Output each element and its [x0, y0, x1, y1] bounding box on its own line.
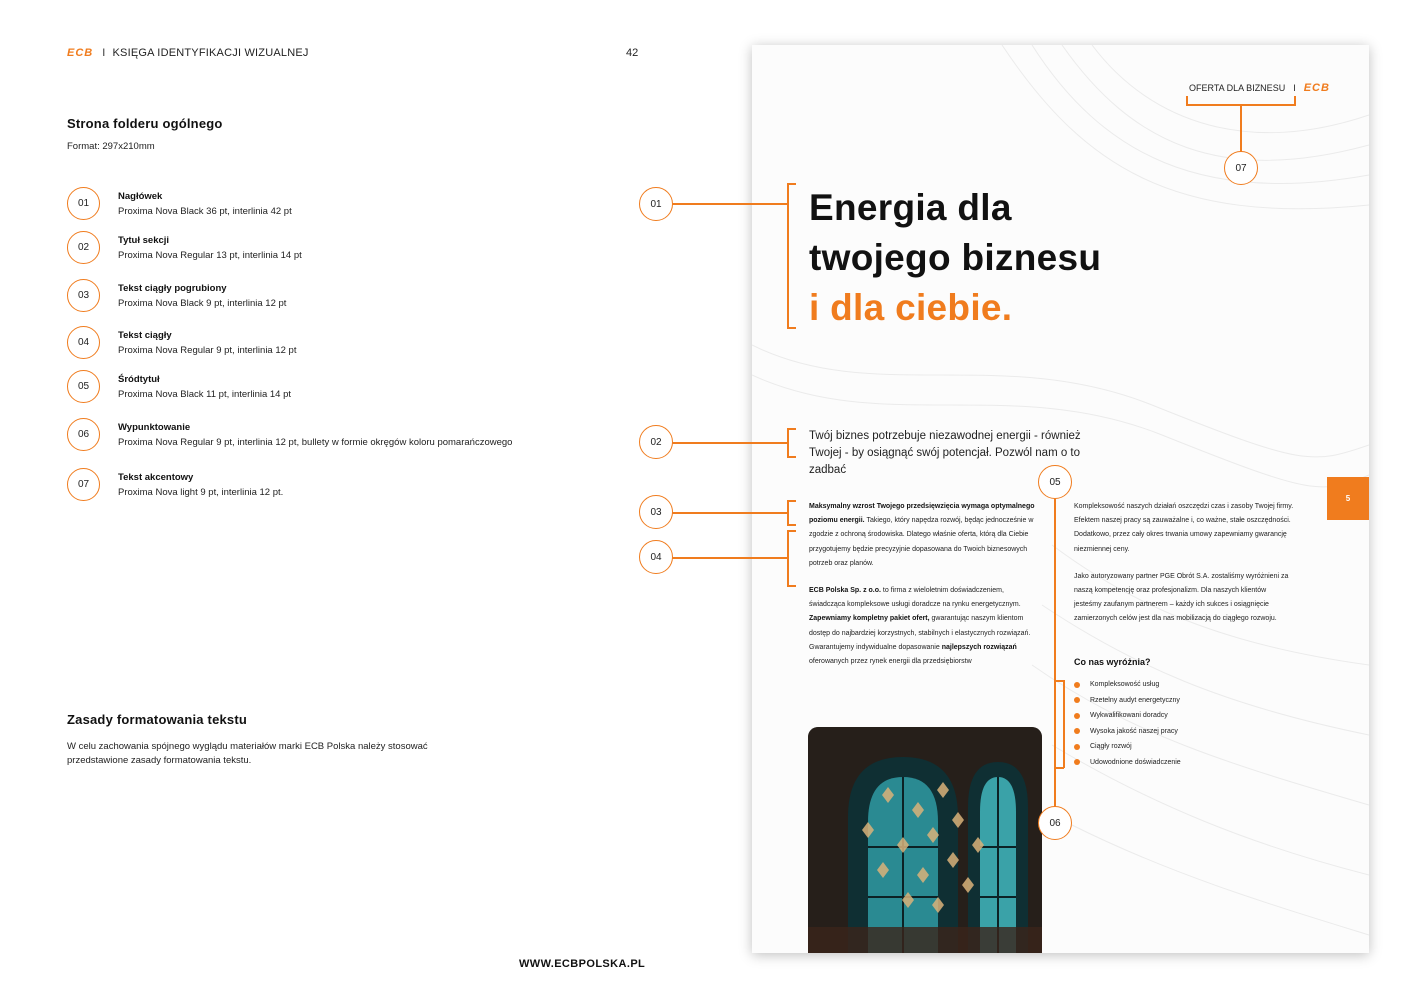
- mockup-headline: [809, 183, 1101, 333]
- left-p1-bold: Maksymalny wzrost Twojego przedsięwzięcia wymaga optymalnego poziomu energii.: [809, 503, 1035, 525]
- callout-circle-04: 04: [639, 540, 673, 574]
- bullet-item: Wysoka jakość naszej pracy: [1074, 724, 1181, 740]
- headline-line-3: i dla ciebie.: [809, 287, 1013, 328]
- page-number: 42: [626, 47, 639, 59]
- page-tab: 5: [1327, 477, 1369, 520]
- rules-title: Zasady formatowania tekstu: [67, 712, 248, 727]
- bullet-item: Ciągły rozwój: [1074, 739, 1181, 755]
- spec-desc: Proxima Nova Black 36 pt, interlinia 42 pt: [118, 205, 292, 217]
- spec-desc: Proxima Nova Black 9 pt, interlinia 12 pt: [118, 297, 287, 309]
- ecb-logo: ECB: [67, 47, 94, 59]
- callout-bracket: [787, 183, 789, 328]
- interior-photo-drawing: [808, 727, 1042, 953]
- callout-line: [672, 442, 788, 444]
- left-p2-bold-company: ECB Polska Sp. z o.o.: [809, 587, 881, 595]
- callout-bracket: [787, 327, 796, 329]
- mockup-header-text: OFERTA DLA BIZNESU: [1189, 83, 1286, 93]
- callout-bracket: [1063, 680, 1065, 768]
- number-circle: 01: [67, 187, 100, 220]
- header-separator: I: [102, 47, 106, 59]
- callout-line: [1054, 499, 1056, 807]
- callout-circle-02: 02: [639, 425, 673, 459]
- callout-circle-07: 07: [1224, 151, 1258, 185]
- headline-line-1: Energia dla: [809, 187, 1012, 228]
- page-header: [67, 47, 309, 59]
- spec-name: Śródtytuł: [118, 373, 160, 385]
- number-circle: 06: [67, 418, 100, 451]
- callout-bracket: [787, 500, 796, 502]
- website-link[interactable]: WWW.ECBPOLSKA.PL: [519, 958, 646, 970]
- callout-bracket: [787, 530, 796, 532]
- bullet-dot-icon: [1074, 728, 1080, 734]
- bullet-item: Kompleksowość usług: [1074, 677, 1181, 693]
- mockup-bullet-list: [1074, 677, 1181, 770]
- bullet-dot-icon: [1074, 744, 1080, 750]
- bullet-item: Rzetelny audyt energetyczny: [1074, 693, 1181, 709]
- left-p2-bold-offer: Zapewniamy kompletny pakiet ofert,: [809, 615, 930, 623]
- mockup-header-separator: I: [1293, 83, 1296, 93]
- section-title: Strona folderu ogólnego: [67, 116, 223, 131]
- spec-desc: Proxima Nova Regular 9 pt, interlinia 12 pt, bullety w formie okręgów koloru pomarańczowego: [118, 436, 513, 448]
- spec-item: [67, 468, 627, 501]
- format-label: Format: 297x210mm: [67, 141, 155, 152]
- callout-line: [672, 557, 788, 559]
- callout-tick: [1054, 767, 1064, 769]
- mockup-left-column: [809, 500, 1041, 669]
- number-circle: 02: [67, 231, 100, 264]
- mockup-ecb-logo: ECB: [1303, 82, 1330, 94]
- callout-circle-05: 05: [1038, 465, 1072, 499]
- callout-circle-06: 06: [1038, 806, 1072, 840]
- spec-item: [67, 326, 627, 359]
- spec-name: Tytuł sekcji: [118, 234, 170, 246]
- spec-desc: Proxima Nova light 9 pt, interlinia 12 pt.: [118, 486, 284, 498]
- bullet-item: Wykwalifikowani doradcy: [1074, 708, 1181, 724]
- bullet-dot-icon: [1074, 682, 1080, 688]
- mockup-lead-text: Twój biznes potrzebuje niezawodnej energii - również Twojej - by osiągnąć swój potencjał. Pozwól nam o to zadbać: [809, 430, 1081, 476]
- callout-bracket: [787, 530, 789, 586]
- callout-circle-03: 03: [639, 495, 673, 529]
- headline-line-2: twojego biznesu: [809, 237, 1102, 278]
- spec-name: Tekst ciągły pogrubiony: [118, 282, 227, 294]
- callout-line: [1240, 104, 1242, 152]
- callout-bracket: [787, 524, 796, 526]
- spec-item: [67, 279, 627, 312]
- spec-desc: Proxima Nova Regular 13 pt, interlinia 14 pt: [118, 249, 302, 261]
- number-circle: 05: [67, 370, 100, 403]
- callout-bracket: [787, 428, 789, 457]
- spec-name: Wypunktowanie: [118, 421, 191, 433]
- left-p2-bold-solutions: najlepszych rozwiązań: [941, 643, 1017, 651]
- document-title: KSIĘGA IDENTYFIKACJI WIZUALNEJ: [112, 47, 309, 59]
- right-p1: Kompleksowość naszych działań oszczędzi czas i zasoby Twojej firmy. Efektem naszej pracy są zauważalne i, co ważne, stałe oszczędności. Dodatkowo, przez cały okres trwania umowy zapewniamy gwarancję niezmiennej ceny.: [1074, 503, 1294, 553]
- callout-bracket: [787, 456, 796, 458]
- left-p1-text: Takiego, który napędza rozwój, będąc jednocześnie w zgodzie z ochroną środowiska. Dlatego właśnie oferta, którą dla Ciebie przygotujemy będzie precyzyjnie dopasowana do Twoich biznesowych potrzeb oraz planów.: [809, 517, 1034, 567]
- left-p2-text-c: oferowanych przez rynek energii dla przedsiębiorstw: [809, 658, 972, 666]
- number-circle: 07: [67, 468, 100, 501]
- mockup-right-column: [1074, 500, 1294, 640]
- interior-photo: [808, 727, 1042, 953]
- spec-item: [67, 231, 627, 264]
- spec-name: Nagłówek: [118, 190, 163, 202]
- callout-line: [672, 203, 788, 205]
- mockup-header: [1189, 82, 1330, 94]
- rules-text: W celu zachowania spójnego wyglądu materiałów marki ECB Polska należy stosować przedstawione zasady formatowania tekstu.: [67, 741, 428, 766]
- spec-item: [67, 370, 627, 403]
- mockup-subheading: Co nas wyróżnia?: [1074, 657, 1151, 667]
- callout-bracket: [787, 183, 796, 185]
- bullet-dot-icon: [1074, 697, 1080, 703]
- spec-item: [67, 187, 627, 220]
- spec-desc: Proxima Nova Black 11 pt, interlinia 14 pt: [118, 388, 292, 400]
- number-circle: 03: [67, 279, 100, 312]
- callout-line: [672, 512, 788, 514]
- number-circle: 04: [67, 326, 100, 359]
- left-p2-text-a: to firma z wieloletnim doświadczeniem, świadcząca kompleksowe usługi doradcze na rynku energetycznym.: [809, 587, 1021, 609]
- callout-circle-01: 01: [639, 187, 673, 221]
- spec-name: Tekst ciągły: [118, 329, 172, 341]
- bullet-dot-icon: [1074, 759, 1080, 765]
- bullet-item: Udowodnione doświadczenie: [1074, 755, 1181, 771]
- right-p2: Jako autoryzowany partner PGE Obrót S.A. zostaliśmy wyróżnieni za naszą kompetencję oraz profesjonalizm. Dla naszych klientów jesteśmy zaufanym partnerem – każdy ich sukces i osiągnięcie zamierzonych celów jest dla nas mobilizacją do ciągłego rozwoju.: [1074, 572, 1289, 623]
- left-p2-text-b: gwarantując naszym klientom dostęp do najbardziej korzystnych, stabilnych i elastycznych rozwiązań. Gwarantujemy indywidualne dopasowanie: [809, 615, 1031, 651]
- callout-bracket: [787, 428, 796, 430]
- bullet-dot-icon: [1074, 713, 1080, 719]
- spec-name: Tekst akcentowy: [118, 471, 194, 483]
- spec-item: [67, 418, 627, 451]
- callout-bracket: [787, 585, 796, 587]
- callout-bracket: [787, 500, 789, 525]
- spec-desc: Proxima Nova Regular 9 pt, interlinia 12 pt: [118, 344, 297, 356]
